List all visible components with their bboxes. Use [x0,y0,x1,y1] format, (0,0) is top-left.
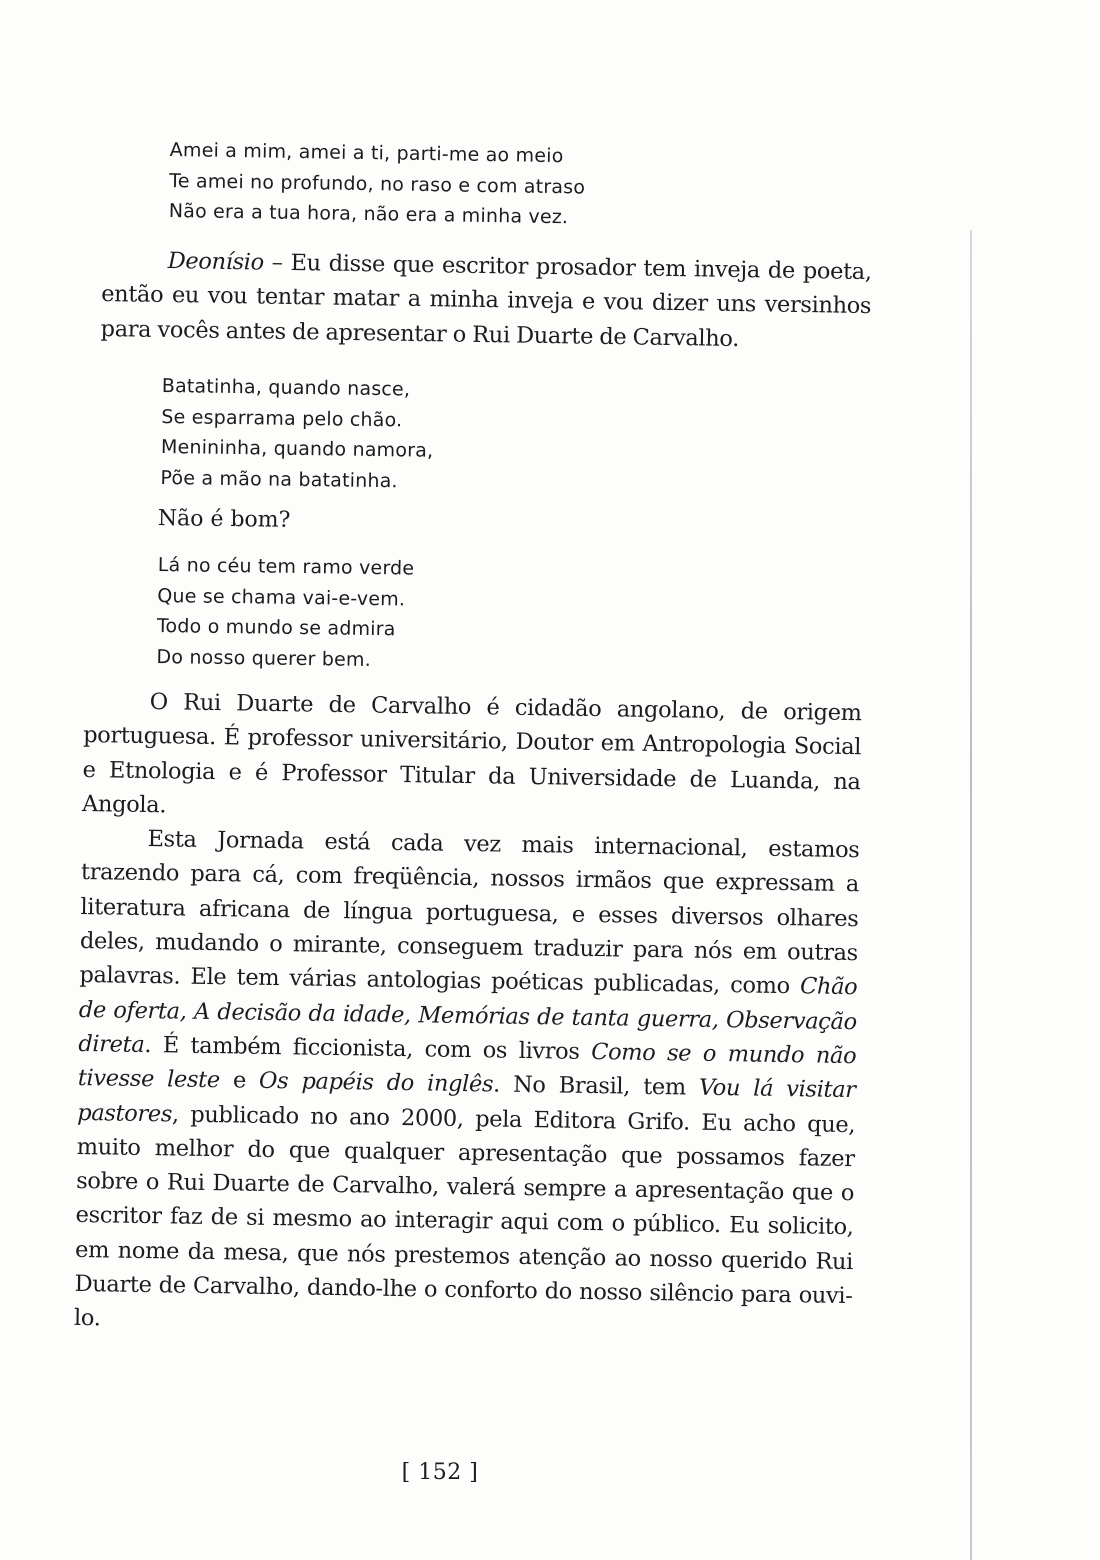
paragraph-presentation [74,821,860,1348]
verse-line: Todo o mundo se admira [156,614,396,641]
book-title: Vou lá visitar pastores [77,1074,856,1127]
verse-line: Amei a mim, amei a ti, parti-me ao meio [169,138,564,168]
verse-line: Que se chama vai-e-vem. [157,584,406,610]
text-run: . É também ficcionista, com os livros [144,1031,592,1065]
verse-line: Menininha, quando namora, [160,435,434,462]
verse-line: Se esparrama pelo chão. [161,405,403,431]
verse-line: Põe a mão na batatinha. [160,466,398,492]
speech-text: – Eu disse que escritor prosador tem inveja de poeta, então eu vou tentar matar a minha inveja e vou dizer uns versinhos para vocês antes de apresentar o Rui Duarte de Carvalho. [100,249,872,352]
verse-line: Batatinha, quando nasce, [161,374,411,401]
verse-stanza-3 [156,550,414,676]
page-edge-shadow [970,230,972,1560]
verse-line: Não era a tua hora, não era a minha vez. [168,199,569,229]
text-run: , publicado no ano 2000, pela Editora Grifo. Eu acho que, muito melhor do que qualquer apresentação que possamos fazer sobre o Rui Duarte de Carvalho, valerá sempre a apresentação que o escritor faz de si mesmo ao interagir aqui com o público. Eu solicito, em nome da mesa, que nós prestemos atenção ao nosso querido Rui Duarte de Carvalho, dando-lhe o conforto do nosso silêncio para ouvi-lo. [73,1101,856,1332]
speech-paragraph [100,243,872,358]
remark-line: Não é bom? [157,506,291,533]
book-title: Como se o mundo não tivesse leste [77,1038,857,1094]
verse-line: Lá no céu tem ramo verde [157,553,415,580]
text-run: . No Brasil, tem [492,1071,700,1101]
page-number: [ 152 ] [401,1460,479,1485]
book-title: Chão de oferta, A decisão da idade, Memórias de tanta guerra, Observação direta [78,973,858,1058]
verse-line: Do nosso querer bem. [156,645,372,671]
verse-stanza-2 [160,371,434,497]
verse-line: Te amei no profundo, no raso e com atraso [169,169,586,199]
book-title: Os papéis do inglês [258,1068,494,1098]
text-run: Esta Jornada está cada vez mais internacional, estamos trazendo para cá, com freqüência, nossos irmãos que expressam a literatura africana de língua portuguesa, e esses diversos olhares deles, mudando o mirante, conseguem traduzir para nós em outras palavras. Ele tem várias antologias poéticas publicadas, como [79,826,860,1000]
paragraph-author-bio: O Rui Duarte de Carvalho é cidadão angolano, de origem portuguesa. É professor universitário, Doutor em Antropologia Social e Etnologia e é Professor Titular da Universidade de Luanda, na Angola. [81,689,862,819]
text-run: e [219,1067,260,1095]
speaker-name: Deonísio [167,248,264,276]
body-text [74,684,862,1348]
verse-stanza-1 [169,135,586,233]
